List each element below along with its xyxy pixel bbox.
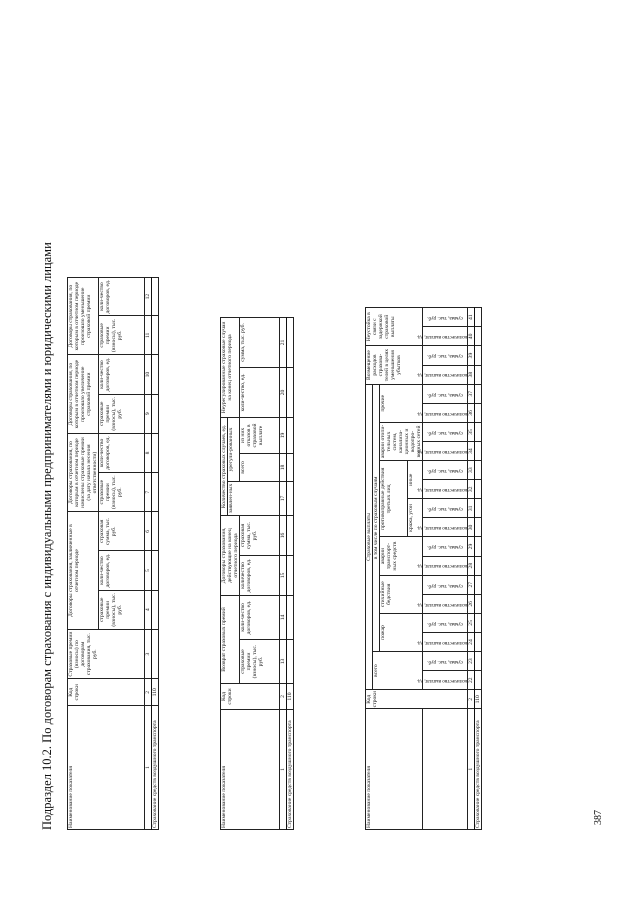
header-active: Договоры страхования, действующие на конец отчетного периода <box>221 515 240 595</box>
col-num: 3 <box>145 629 152 679</box>
col-num: 15 <box>280 555 287 595</box>
sub-count: коли-чество договоров, ед. <box>99 278 145 316</box>
data-cell <box>475 403 482 422</box>
data-cell <box>475 652 482 671</box>
sub-count-label: количество выплат, ед. <box>417 563 468 570</box>
row-label: Страхование средств воздушного транспорта <box>475 709 482 830</box>
col-num: 26 <box>468 594 475 613</box>
sub-sum-vertical <box>423 652 468 671</box>
sub-sum-label: сумма, тыс. руб. <box>427 467 464 474</box>
sub-count-label: количество выплат, ед. <box>417 678 468 685</box>
header-payments: Страховые выплаты <box>366 384 373 690</box>
sub-count-vertical <box>417 327 468 346</box>
data-cell <box>475 327 482 346</box>
sub-count-vertical <box>417 480 468 499</box>
sub-count-label: количество выплат, ед. <box>417 334 468 341</box>
data-cell <box>475 365 482 384</box>
sub-sum-label: сумма, тыс. руб. <box>427 314 464 321</box>
col-num: 18 <box>280 453 287 481</box>
row-label: Страхование средств воздушного транспорта <box>152 706 159 830</box>
header-code: Код строки <box>366 690 468 709</box>
data-cell <box>475 518 482 537</box>
col-num: 37 <box>468 384 475 403</box>
col-num: 20 <box>280 367 287 417</box>
data-cell <box>475 461 482 480</box>
table-contracts-concluded <box>67 277 159 830</box>
header-theft: кража, угон <box>408 499 423 537</box>
header-fire: пожар <box>380 613 423 651</box>
data-cell <box>475 671 482 690</box>
data-cell <box>475 308 482 327</box>
data-cell <box>475 499 482 518</box>
header-total: всего <box>373 652 423 690</box>
header-decrease: Договоры страхования, по которым в отчетном периоде произошло уменьшение страховой премии <box>68 278 99 355</box>
sub-count-vertical <box>417 442 468 461</box>
sub-settled: урегули-рованных <box>228 417 240 481</box>
sub-sum-label: сумма, тыс. руб. <box>427 658 464 665</box>
sub-count-vertical <box>417 403 468 422</box>
sub-count-vertical <box>417 632 468 651</box>
col-num: 30 <box>468 518 475 537</box>
header-natural: стихийные бедствия <box>380 575 423 613</box>
col-num: 13 <box>280 640 287 684</box>
col-num: 19 <box>280 417 287 453</box>
sub-count-vertical <box>417 594 468 613</box>
header-crash: аварии транспорт-ных средств <box>380 537 423 575</box>
sub-sum-label: сумма, тыс. руб. <box>427 391 464 398</box>
sub-sum-label: сумма, тыс. руб. <box>427 353 464 360</box>
header-indicator-name: Наименование показателя <box>68 706 145 830</box>
col-num: 35 <box>468 422 475 441</box>
data-cell <box>475 594 482 613</box>
sub-premiums: страховые премии (взносы), тыс. руб. <box>99 473 145 512</box>
sub-claimed: заявлен-ных <box>228 481 280 515</box>
data-cell <box>475 442 482 461</box>
sub-sum-label: сумма, тыс. руб. <box>427 544 464 551</box>
sub-count-label: количество выплат, ед. <box>417 639 468 646</box>
sub-count-label: количество выплат, ед. <box>417 410 468 417</box>
sub-sum-vertical <box>423 422 468 441</box>
sub-sum-label: сумма, тыс. руб. <box>427 620 464 627</box>
sub-sum: страховая сумма, тыс. руб. <box>99 512 145 551</box>
col-num: 39 <box>468 346 475 365</box>
sub-sum: сумма, тыс. руб. <box>240 317 280 367</box>
col-num: 1 <box>468 709 475 830</box>
col-num: 4 <box>145 590 152 629</box>
header-indicator-name: Наименование показателя <box>221 710 280 830</box>
col-num: 24 <box>468 632 475 651</box>
header-other: прочие <box>380 384 423 422</box>
sub-sum-vertical <box>423 613 468 632</box>
sub-count-vertical <box>417 556 468 575</box>
col-num: 8 <box>145 433 152 472</box>
col-num: 23 <box>468 652 475 671</box>
col-num: 25 <box>468 613 475 632</box>
col-num: 5 <box>145 551 152 590</box>
sub-sum-vertical <box>423 537 468 556</box>
data-cell <box>475 632 482 651</box>
col-num: 6 <box>145 512 152 551</box>
sub-count: коли-чество, ед. <box>240 367 280 417</box>
header-third-party: противоправные действия третьих лиц <box>380 461 408 537</box>
col-num: 27 <box>468 575 475 594</box>
sub-count-label: количество выплат, ед. <box>417 525 468 532</box>
sub-count-label: количество выплат, ед. <box>417 601 468 608</box>
header-code: Код строки <box>221 684 280 710</box>
sub-sum: страховая сумма, тыс. руб. <box>240 515 280 555</box>
col-num: 2 <box>468 690 475 709</box>
row-label: Страхование средств воздушного транспорта <box>287 710 294 830</box>
col-num: 33 <box>468 461 475 480</box>
header-unsettled: Неурегулированные страховые случаи на конец отчетного периода <box>221 317 240 417</box>
header-premiums: Страховые премии (взносы) по договорам страхования, тыс. руб. <box>68 629 145 679</box>
col-num: 2 <box>145 679 152 706</box>
sub-sum-label: сумма, тыс. руб. <box>427 582 464 589</box>
col-num: 11 <box>145 316 152 355</box>
col-num: 29 <box>468 537 475 556</box>
sub-premiums: страховые премии (взносы), тыс. руб. <box>99 394 145 433</box>
sub-count: коли-чество договоров, ед. <box>240 595 280 639</box>
table-insurance-payments <box>365 307 482 830</box>
col-num: 21 <box>280 317 287 367</box>
sub-count-label: количество выплат, ед. <box>417 372 468 379</box>
header-indicator-name: Наименование показателя <box>366 709 423 830</box>
data-cell <box>475 613 482 632</box>
sub-sum-label: сумма, тыс. руб. <box>427 506 464 513</box>
col-num: 22 <box>468 671 475 690</box>
header-cases: Количество страховых случаев, ед. <box>221 417 228 515</box>
sub-refused: из них отказов в страховой выплате <box>240 417 280 453</box>
sub-sum-vertical <box>423 308 468 327</box>
sub-sum-vertical <box>423 346 468 365</box>
header-other-illegal: иные <box>408 461 423 499</box>
subsection-title: Подраздел 10.2. По договорам страхования с индивидуальными предпринимателями и юридическими лицами <box>40 242 54 830</box>
sub-count-vertical <box>417 671 468 690</box>
header-increase: Договоры страхования, по которым в отчетном периоде произошло увеличение страховой премии <box>68 355 99 433</box>
sub-premiums: страховые премии (взносы), тыс. руб. <box>99 316 145 355</box>
col-num: 28 <box>468 556 475 575</box>
col-num: 34 <box>468 442 475 461</box>
col-num: 32 <box>468 480 475 499</box>
data-cell <box>475 422 482 441</box>
data-cell <box>475 480 482 499</box>
col-num: 41 <box>468 308 475 327</box>
sub-count: коли-чество договоров, ед. <box>99 433 145 472</box>
header-reimbursement: Возмещение расходов страхова-телей в целях уменьшения убытков <box>366 346 423 384</box>
sub-sum-vertical <box>423 499 468 518</box>
data-cell <box>475 537 482 556</box>
header-code: Код строки <box>68 679 145 706</box>
col-num: 17 <box>280 481 287 515</box>
col-num: 14 <box>280 595 287 639</box>
sub-count-vertical <box>417 365 468 384</box>
sub-sum-vertical <box>423 575 468 594</box>
col-num: 40 <box>468 327 475 346</box>
sub-count-label: количество выплат, ед. <box>417 448 468 455</box>
header-including: в том числе по страховым случаям <box>373 384 380 651</box>
header-penalty: Неустойка в связи с задержкой страховой выплаты <box>366 308 423 346</box>
data-cell <box>475 556 482 575</box>
sub-sum-vertical <box>423 384 468 403</box>
page-number: 387 <box>593 810 604 825</box>
sub-count: коли-чество договоров, ед. <box>99 551 145 590</box>
sub-count-vertical <box>417 518 468 537</box>
col-num: 7 <box>145 473 152 512</box>
sub-sum-label: сумма, тыс. руб. <box>427 429 464 436</box>
sub-premiums: страховые премии (взносы), тыс. руб. <box>240 640 280 684</box>
row-code: 110 <box>475 690 482 709</box>
sub-total: всего <box>240 453 280 481</box>
col-num: 12 <box>145 278 152 316</box>
sub-count: коли-чество договоров, ед. <box>99 355 145 394</box>
col-num: 36 <box>468 403 475 422</box>
row-code: 110 <box>152 679 159 706</box>
sub-count: количество договоров, ед. <box>240 555 280 595</box>
sub-sum-vertical <box>423 461 468 480</box>
sub-premiums: страховые премии (взносы), тыс. руб. <box>99 590 145 629</box>
col-num: 10 <box>145 355 152 394</box>
col-num: 9 <box>145 394 152 433</box>
col-num: 1 <box>145 706 152 830</box>
data-cell <box>475 575 482 594</box>
sub-count-label: количество выплат, ед. <box>417 487 468 494</box>
data-cell <box>475 384 482 403</box>
col-num: 38 <box>468 365 475 384</box>
col-num: 16 <box>280 515 287 555</box>
header-sewer: аварии отопи-тельных систем, канализа-ционных и водопро-водных сетей <box>380 422 423 460</box>
row-code: 110 <box>287 684 294 710</box>
col-num: 2 <box>280 684 287 710</box>
header-return: Возврат страховых премий <box>221 595 240 683</box>
data-cell <box>475 346 482 365</box>
header-concluded: Договоры страхования, заключенные в отчетном периоде <box>68 512 99 630</box>
table-returns-and-cases <box>220 317 294 830</box>
col-num: 31 <box>468 499 475 518</box>
col-num: 1 <box>280 710 287 830</box>
header-charged: Договоры страхования, по которым в отчетном периоде начислены страховые премии (за дату начала несения ответственности) <box>68 433 99 511</box>
